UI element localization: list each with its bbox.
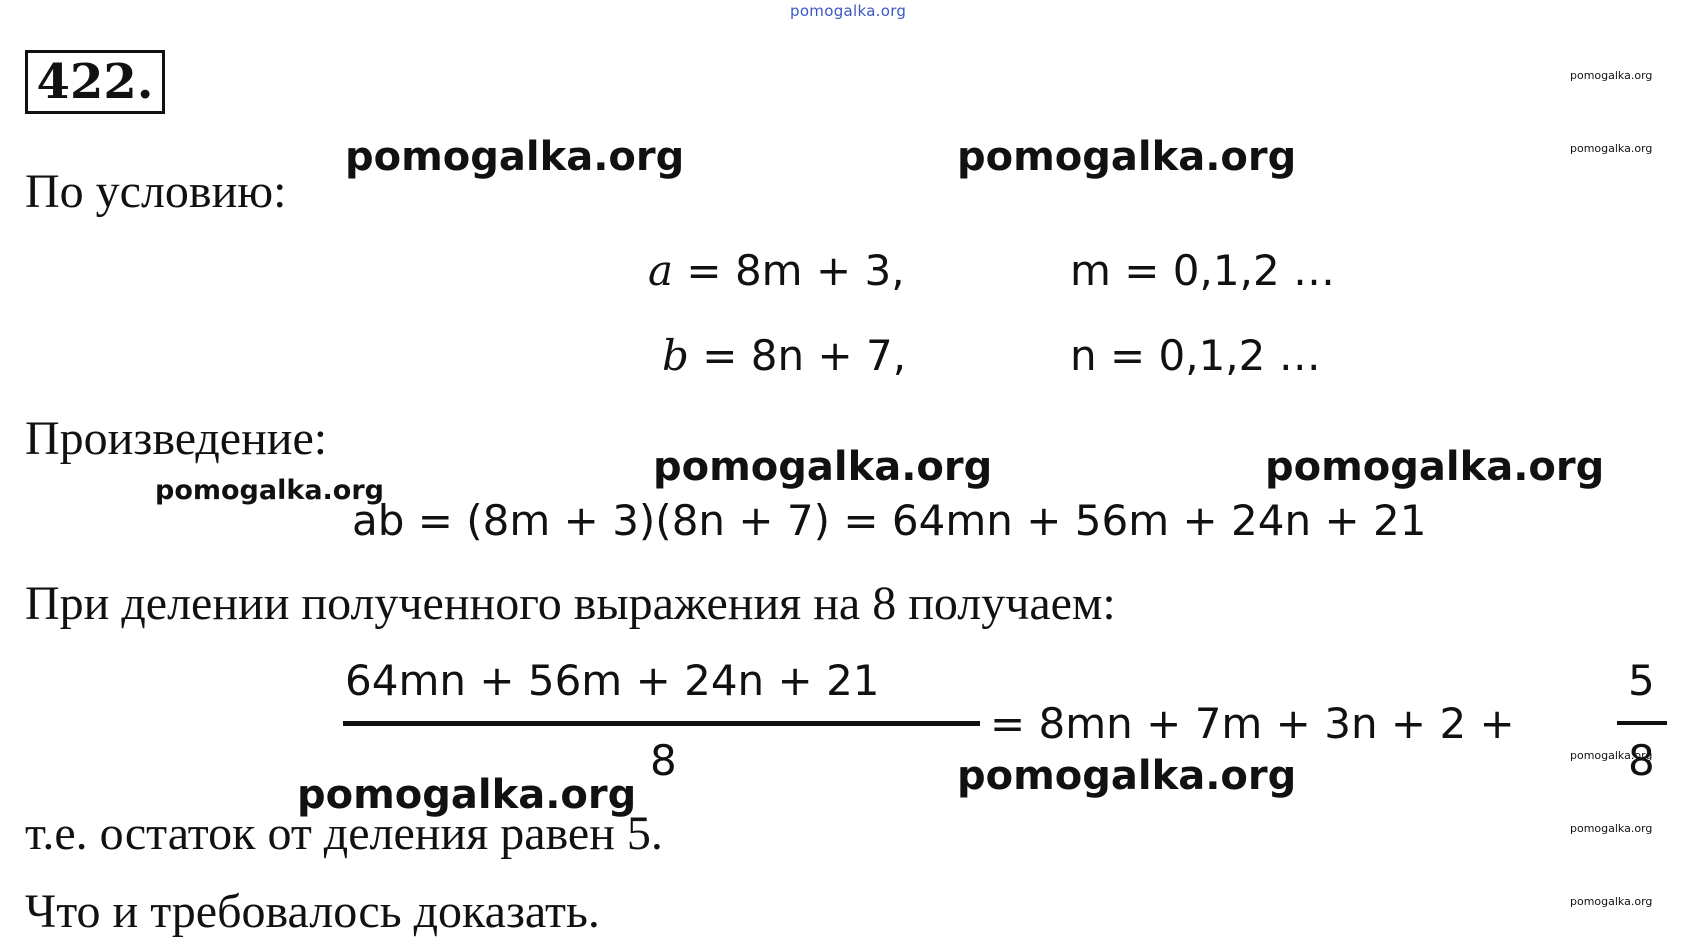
qed-statement: Что и требовалось доказать. (25, 885, 600, 938)
remainder-numerator: 5 (1628, 656, 1655, 705)
division-result: = 8mn + 7m + 3n + 2 + (990, 699, 1515, 748)
remainder-denominator: 8 (1628, 736, 1655, 785)
remainder-statement: т.е. остаток от деления равен 5. (25, 807, 663, 860)
watermark-4: pomogalka.org (1265, 444, 1605, 490)
equation-a: a = 8m + 3, (648, 246, 905, 295)
product-label: Произведение: (25, 412, 328, 465)
watermark-small-4: pomogalka.org (1570, 822, 1653, 835)
watermark-small-2: pomogalka.org (1570, 142, 1653, 155)
equation-a-rhs: 8m + 3, (734, 246, 905, 295)
var-b: b (662, 331, 689, 380)
equation-a-range: m = 0,1,2 … (1070, 246, 1336, 295)
fraction-bar (343, 721, 980, 726)
watermark-5: pomogalka.org (957, 753, 1297, 799)
fraction-denominator: 8 (650, 736, 677, 785)
watermark-6: pomogalka.org (297, 772, 637, 818)
condition-label: По условию: (25, 165, 287, 218)
watermark-small-3: pomogalka.org (1570, 749, 1653, 762)
remainder-fraction-bar (1617, 721, 1667, 725)
watermark-1: pomogalka.org (345, 134, 685, 180)
product-equation: ab = (8m + 3)(8n + 7) = 64mn + 56m + 24n + 21 (352, 496, 1427, 545)
division-label: При делении полученного выражения на 8 получаем: (25, 577, 1116, 630)
var-a: a (648, 246, 674, 295)
watermark-7: pomogalka.org (155, 475, 384, 506)
equation-b-range: n = 0,1,2 … (1070, 331, 1321, 380)
fraction-numerator: 64mn + 56m + 24n + 21 (345, 656, 880, 705)
watermark-small-1: pomogalka.org (1570, 69, 1653, 82)
watermark-3: pomogalka.org (653, 444, 993, 490)
top-watermark: pomogalka.org (790, 2, 907, 20)
equation-b-rhs: 8n + 7, (750, 331, 907, 380)
equation-b: b = 8n + 7, (662, 331, 907, 380)
problem-number: 422. (25, 50, 165, 114)
watermark-2: pomogalka.org (957, 134, 1297, 180)
watermark-small-5: pomogalka.org (1570, 895, 1653, 908)
